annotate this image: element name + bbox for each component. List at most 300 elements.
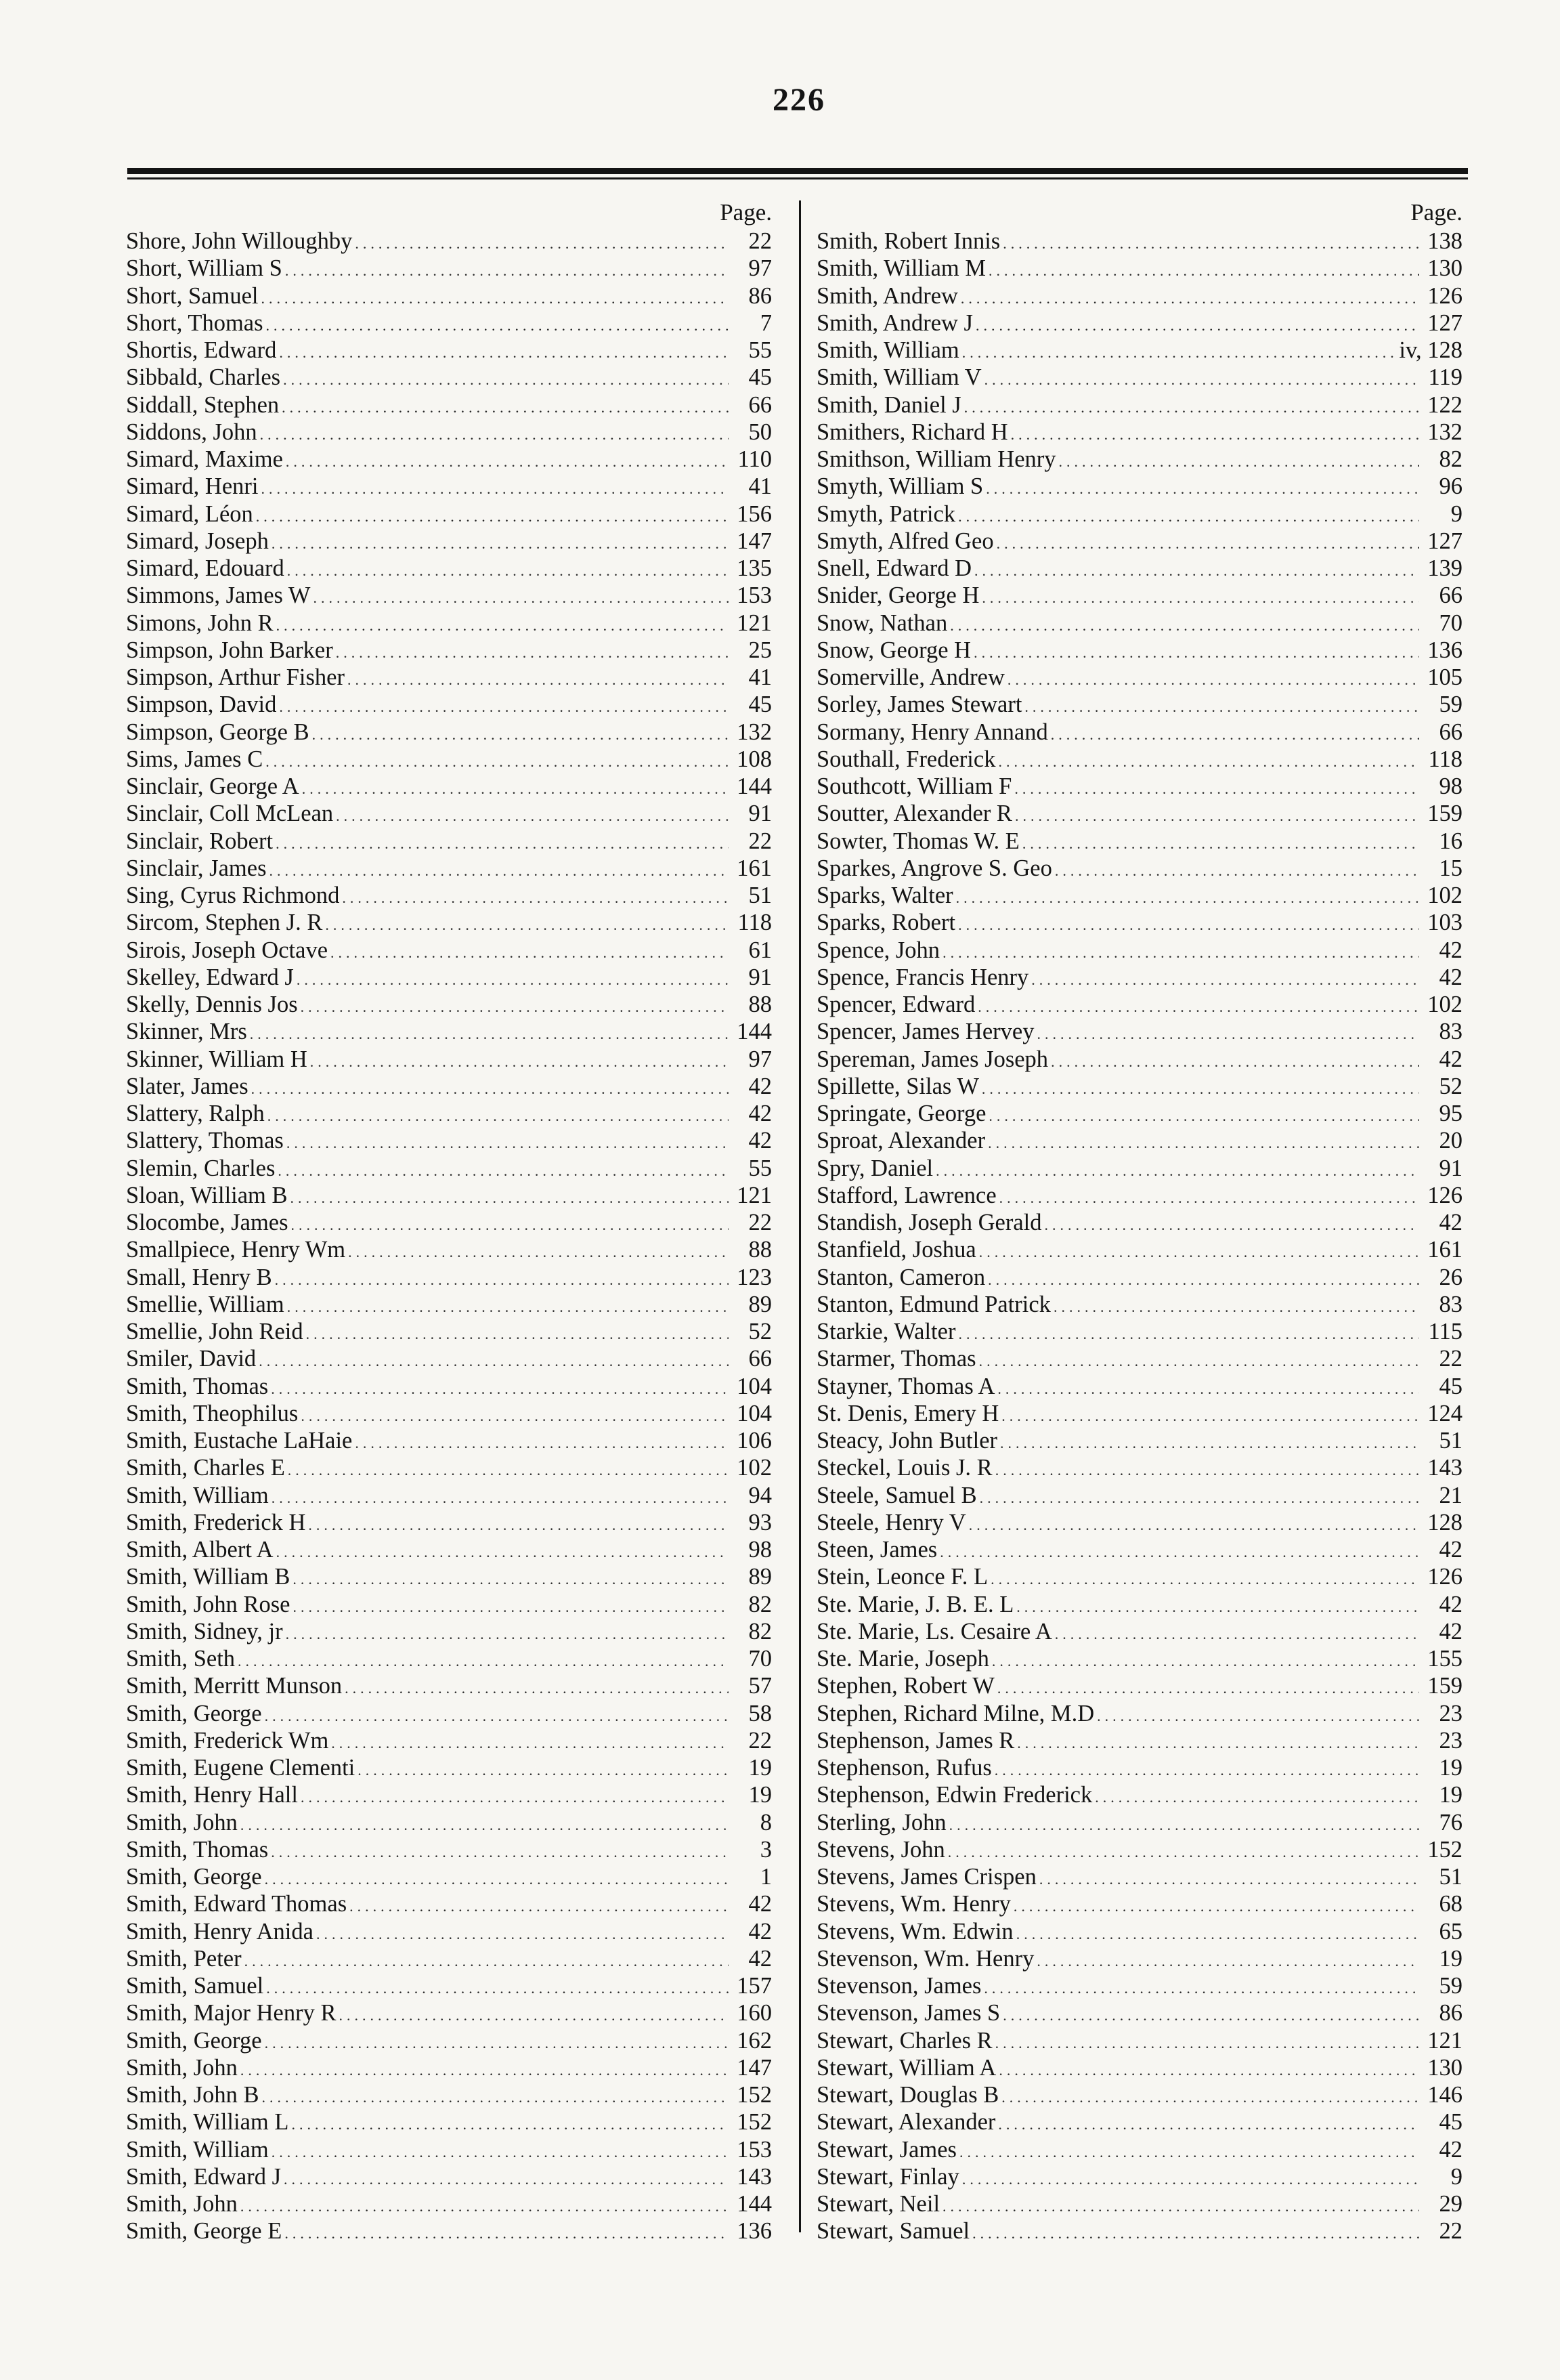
entry-name: Smith, Seth [126,1646,236,1672]
dot-leader [266,312,729,337]
entry-name: Smith, Theophilus [126,1400,299,1426]
dot-leader [958,912,1419,936]
index-entry [126,882,776,909]
dot-leader [355,230,729,255]
index-entry [126,1754,776,1781]
dot-leader [283,366,729,391]
index-entry [817,282,1467,310]
column-divider [799,200,801,2232]
entry-name: Smith, Henry Anida [126,1918,313,1945]
dot-leader [978,994,1419,1018]
entry-page-number: 135 [737,555,772,581]
index-entry [817,828,1467,855]
entry-page-number: 51 [1439,1864,1462,1890]
dot-leader [276,830,729,855]
dot-leader [269,857,729,882]
index-entry [817,228,1467,255]
index-entry [126,1700,776,1727]
entry-page-number: 82 [748,1591,772,1617]
entry-name: Smith, John B [126,2082,259,2108]
entry-page-number: 103 [1427,910,1462,936]
entry-page-number: 52 [1439,1073,1462,1099]
dot-leader [998,2111,1419,2135]
entry-name: Stephen, Richard Milne, M.D [817,1700,1095,1726]
entry-name: Stewart, Alexander [817,2109,996,2135]
entry-name: Starmer, Thomas [817,1346,976,1372]
entry-name: Simons, John R [126,610,274,636]
index-entry [817,1972,1467,1999]
entry-page-number: 25 [748,637,772,663]
dot-leader [308,1512,729,1536]
index-entry [126,610,776,637]
index-entry [817,1454,1467,1481]
entry-name: Stephenson, Edwin Frederick [817,1782,1093,1808]
index-entry [817,882,1467,909]
entry-name: Slemin, Charles [126,1155,276,1181]
index-entry [126,1999,776,2026]
entry-page-number: 86 [1439,2000,1462,2026]
header-rule-thin [127,177,1468,179]
entry-name: Smyth, Alfred Geo [817,528,994,554]
entry-page-number: 144 [737,1019,772,1045]
entry-page-number: 118 [1428,746,1462,772]
dot-leader [297,966,729,991]
dot-leader [261,475,729,500]
index-entry [817,255,1467,282]
dot-leader [1039,1866,1419,1890]
entry-page-number: 138 [1427,228,1462,254]
index-entry [126,364,776,391]
entry-page-number: 91 [748,801,772,827]
entry-name: Stewart, William A [817,2054,997,2081]
dot-leader [265,1866,729,1890]
entry-page-number: 22 [748,228,772,254]
entry-name: Smyth, William S [817,473,984,500]
entry-name: Standish, Joseph Gerald [817,1210,1042,1235]
index-entry [126,1972,776,1999]
dot-leader [1003,2002,1419,2026]
dot-leader [964,394,1419,419]
index-entry [126,991,776,1018]
entry-page-number: 122 [1427,391,1462,418]
index-entry [126,1018,776,1045]
dot-leader [1059,448,1419,473]
entry-name: Spry, Daniel [817,1155,934,1181]
entry-page-number: 42 [748,1945,772,1972]
entry-page-number: 161 [1427,1237,1462,1263]
dot-leader [959,2139,1419,2163]
dot-leader [240,2193,729,2217]
entry-page-number: 156 [737,501,772,527]
dot-leader [984,1975,1419,1999]
dot-leader [287,1294,729,1318]
index-entry [817,1291,1467,1318]
entry-page-number: 45 [1439,2109,1462,2135]
entry-page-number: 93 [748,1509,772,1535]
entry-name: Stevenson, Wm. Henry [817,1945,1035,1972]
dot-leader [271,1839,729,1863]
page-number: 226 [773,82,825,118]
dot-leader [259,1348,729,1372]
entry-page-number: 9 [1450,2163,1462,2190]
dot-leader [244,1948,729,1972]
entry-name: Smith, Frederick Wm [126,1727,329,1754]
dot-leader [266,1975,729,1999]
entry-page-number: 104 [737,1373,772,1399]
entry-name: Smith, Edward Thomas [126,1891,347,1917]
dot-leader [995,1757,1419,1781]
entry-page-number: 102 [1427,992,1462,1017]
entry-name: Smiler, David [126,1346,257,1372]
dot-leader [271,1376,729,1400]
index-entry [126,1264,776,1291]
index-entry [126,637,776,664]
entry-page-number: 88 [748,1237,772,1263]
dot-leader [974,639,1419,664]
entry-name: Somerville, Andrew [817,664,1005,690]
entry-name: Stephenson, James R [817,1727,1015,1754]
entry-name: Sinclair, Coll McLean [126,801,334,827]
entry-page-number: 96 [1439,473,1462,500]
index-entry [817,2054,1467,2081]
entry-page-number: 147 [737,2054,772,2081]
entry-page-number: 42 [1439,1618,1462,1644]
entry-page-number: 97 [748,255,772,282]
index-entry [817,2027,1467,2054]
dot-leader [942,2193,1419,2217]
entry-page-number: 108 [737,746,772,772]
index-entry [817,1809,1467,1836]
entry-page-number: 89 [748,1291,772,1317]
entry-name: Smith, John [126,1809,238,1835]
entry-name: Ste. Marie, Joseph [817,1646,989,1672]
entry-name: Smith, George [126,2027,262,2054]
dot-leader [1022,830,1419,855]
entry-page-number: 68 [1439,1891,1462,1917]
entry-name: Short, William S [126,255,282,282]
entry-page-number: 57 [748,1673,772,1699]
dot-leader [313,585,729,609]
entry-name: Sloan, William B [126,1182,288,1208]
entry-name: Soutter, Alexander R [817,801,1012,827]
entry-name: Skinner, Mrs [126,1019,247,1045]
entry-page-number: 42 [1439,1591,1462,1617]
entry-page-number: 104 [737,1400,772,1426]
dot-leader [998,748,1419,773]
dot-leader [1051,721,1419,746]
entry-page-number: 127 [1427,310,1462,336]
index-entries [126,228,776,2245]
entry-page-number: 22 [1439,1346,1462,1372]
index-entry [126,2108,776,2135]
index-entry [126,909,776,936]
entry-name: Sparks, Robert [817,910,956,936]
dot-leader [942,939,1419,964]
index-entry [817,610,1467,637]
entry-name: Smith, George [126,1700,262,1726]
entry-name: Steckel, Louis J. R [817,1455,993,1481]
entry-name: Simpson, John Barker [126,637,333,663]
index-entry [817,1836,1467,1863]
entry-page-number: 118 [737,910,772,936]
index-entry [126,473,776,500]
index-entry [817,1591,1467,1618]
dot-leader [1001,1403,1419,1427]
entry-page-number: 26 [1439,1264,1462,1290]
entry-name: St. Denis, Emery H [817,1400,999,1426]
index-entry [126,1291,776,1318]
entry-name: Siddall, Stephen [126,391,280,418]
entry-name: Simard, Edouard [126,555,284,581]
index-entry [817,2081,1467,2108]
dot-leader [997,1675,1419,1699]
entry-name: Smith, John [126,2191,238,2217]
index-entry [817,1182,1467,1209]
entry-page-number: 130 [1427,2054,1462,2081]
entry-page-number: 66 [748,391,772,418]
entry-name: Stayner, Thomas A [817,1373,995,1399]
entry-name: Sims, James C [126,746,263,772]
index-column-left [126,198,776,2245]
entry-page-number: 19 [748,1782,772,1808]
entry-page-number: 22 [748,1727,772,1754]
entry-page-number: 3 [760,1836,772,1863]
dot-leader [292,1566,729,1590]
index-entry [817,964,1467,991]
entry-name: Smith, George E [126,2218,282,2245]
dot-leader [989,1103,1419,1127]
dot-leader [240,2057,729,2081]
entry-page-number: 1 [760,1864,772,1890]
dot-leader [265,1703,729,1727]
entry-name: Smith, Andrew J [817,310,973,336]
entry-page-number: 66 [1439,582,1462,609]
entry-name: Simard, Joseph [126,528,269,554]
entry-page-number: 42 [1439,937,1462,963]
dot-leader [325,912,729,936]
entry-page-number: 102 [1427,883,1462,908]
index-entry [126,1536,776,1563]
entry-page-number: 52 [748,1319,772,1344]
entry-page-number: 132 [1427,419,1462,445]
entry-name: Simpson, George B [126,719,309,745]
entry-page-number: 121 [737,610,772,636]
entry-page-number: 51 [748,883,772,908]
index-entry [126,1482,776,1509]
index-entry [126,501,776,528]
dot-leader [997,530,1419,555]
dot-leader [1014,775,1419,800]
index-entry [126,828,776,855]
index-entry [817,364,1467,391]
index-entry [817,1100,1467,1127]
index-entry [126,337,776,364]
index-entry [817,310,1467,337]
dot-leader [286,1130,729,1154]
entry-page-number: 159 [1427,1673,1462,1699]
entry-page-number: 42 [1439,1046,1462,1072]
index-entry [817,582,1467,609]
entry-name: Smith, Peter [126,1945,242,1972]
entry-page-number: 42 [748,1128,772,1154]
page-column-header: Page. [1410,199,1462,226]
index-entry [126,1400,776,1427]
index-entry [817,773,1467,800]
entry-page-number: 22 [748,1210,772,1235]
entry-page-number: 132 [737,719,772,745]
index-entry [817,1727,1467,1754]
dot-leader [284,2166,729,2190]
entry-name: Spereman, James Joseph [817,1046,1049,1072]
entry-name: Stewart, Samuel [817,2218,970,2245]
entry-name: Stein, Leonce F. L [817,1564,989,1590]
dot-leader [972,2220,1419,2245]
entry-page-number: iv, 128 [1399,337,1462,363]
index-entry [126,2081,776,2108]
dot-leader [961,285,1419,310]
entry-name: Ste. Marie, J. B. E. L [817,1591,1014,1617]
entry-page-number: 162 [737,2027,772,2054]
dot-leader [979,1348,1419,1372]
entry-name: Springate, George [817,1101,987,1126]
index-entry [817,1155,1467,1182]
entry-name: Stanfield, Joshua [817,1237,976,1263]
index-entry [817,337,1467,364]
entry-name: Smith, William L [126,2109,289,2135]
entry-name: Snider, George H [817,582,980,609]
dot-leader [302,775,729,800]
entry-page-number: 42 [1439,1537,1462,1563]
dot-leader [312,721,729,746]
dot-leader [331,1730,729,1754]
entry-page-number: 143 [737,2163,772,2190]
index-entry [126,228,776,255]
entry-page-number: 55 [748,337,772,363]
entry-name: Spence, John [817,937,940,963]
index-entry [126,555,776,582]
dot-leader [1097,1703,1419,1727]
index-entry [126,800,776,827]
entry-page-number: 82 [748,1618,772,1644]
index-entry [817,909,1467,936]
entry-name: Smith, Eugene Clementi [126,1755,355,1781]
index-entry [817,1672,1467,1699]
dot-leader [276,1539,729,1563]
entry-name: Stevens, John [817,1836,945,1863]
entry-name: Spillette, Silas W [817,1073,979,1099]
entry-name: Smith, Albert A [126,1537,274,1563]
entry-name: Small, Henry B [126,1264,272,1290]
entry-name: Southall, Frederick [817,746,996,772]
entry-page-number: 42 [1439,2136,1462,2163]
entry-name: Spencer, James Hervey [817,1019,1035,1045]
entry-name: Sircom, Stephen J. R [126,910,323,936]
entry-page-number: 94 [748,1482,772,1508]
entry-page-number: 22 [748,828,772,854]
entry-page-number: 146 [1427,2082,1462,2108]
entry-page-number: 95 [1439,1101,1462,1126]
index-entry [817,1781,1467,1808]
entry-name: Skinner, William H [126,1046,307,1072]
entry-name: Smith, Merritt Munson [126,1673,343,1699]
entry-page-number: 65 [1439,1918,1462,1945]
entry-page-number: 7 [760,310,772,336]
index-entry [817,528,1467,555]
dot-leader [284,2220,729,2245]
dot-leader [301,1784,729,1808]
entry-page-number: 58 [748,1700,772,1726]
entry-name: Short, Thomas [126,310,263,336]
entry-name: Stewart, James [817,2136,957,2163]
index-entry [817,1999,1467,2026]
entry-page-number: 127 [1427,528,1462,554]
entry-page-number: 98 [1439,773,1462,799]
index-entry [126,1236,776,1263]
entry-name: Slocombe, James [126,1210,288,1235]
index-entry [126,1918,776,1945]
entry-name: Stevenson, James [817,1973,982,1999]
dot-leader [310,1048,729,1073]
entry-page-number: 42 [748,1891,772,1917]
entry-page-number: 161 [737,855,772,881]
index-entry [817,1127,1467,1154]
entry-page-number: 98 [748,1537,772,1563]
index-entry [126,1781,776,1808]
entry-name: Stephen, Robert W [817,1673,995,1699]
dot-leader [291,2111,729,2135]
index-entry [817,1918,1467,1945]
index-entry [817,1890,1467,1917]
dot-leader [1014,1893,1419,1917]
entry-name: Steen, James [817,1537,938,1563]
dot-leader [265,2030,729,2054]
index-entry [126,1046,776,1073]
dot-leader [345,1675,729,1699]
index-entry [126,1182,776,1209]
entry-name: Sinclair, George A [126,773,299,799]
index-entry [126,1100,776,1127]
entry-name: Smith, Samuel [126,1973,264,1999]
entry-name: Siddons, John [126,419,257,445]
entry-page-number: 144 [737,773,772,799]
dot-leader [991,1566,1419,1590]
entry-name: Smith, Andrew [817,282,958,309]
entry-name: Steacy, John Butler [817,1428,998,1453]
index-entry [126,1318,776,1345]
entry-name: Simard, Henri [126,473,259,500]
entry-page-number: 136 [1427,637,1462,663]
index-entry [817,637,1467,664]
entry-name: Smith, George [126,1864,262,1890]
index-entry [126,719,776,746]
index-entry [817,419,1467,446]
index-entry [126,255,776,282]
dot-leader [1016,1594,1419,1618]
entry-name: Shore, John Willoughby [126,228,353,254]
index-entry [126,419,776,446]
dot-leader [291,1212,729,1236]
dot-leader [355,1430,729,1454]
index-entry [817,991,1467,1018]
entry-page-number: 23 [1439,1727,1462,1754]
entry-page-number: 102 [737,1455,772,1481]
entry-page-number: 19 [1439,1755,1462,1781]
entry-page-number: 121 [737,1182,772,1208]
entry-page-number: 70 [748,1646,772,1672]
dot-leader [956,885,1419,909]
entry-name: Smellie, William [126,1291,284,1317]
entry-name: Stevens, James Crispen [817,1864,1037,1890]
